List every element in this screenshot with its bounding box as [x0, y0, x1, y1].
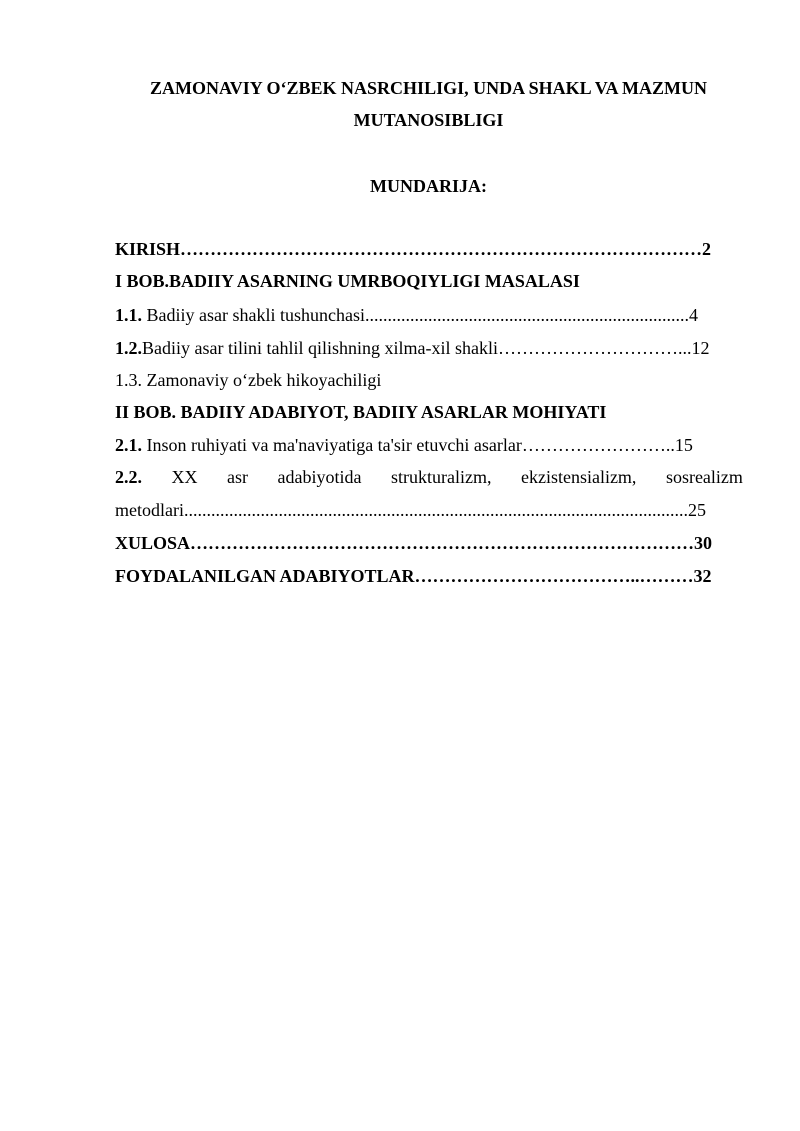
toc-entry-1-3: 1.3. Zamonaviy o‘zbek hikoyachiligi [115, 370, 382, 390]
toc-entry-word: XX [171, 467, 198, 487]
toc-entry-word: asr [227, 467, 248, 487]
toc-entry-number: 2.1. [115, 435, 142, 455]
toc-entry-number: 1.1. [115, 305, 142, 325]
toc-entry-references: FOYDALANILGAN ADABIYOTLAR………………………………..………32 [115, 566, 712, 586]
toc-entry-2-1 [115, 429, 743, 461]
toc-entry-conclusion: XULOSA…………………………………………………………………………30 [115, 533, 713, 553]
contents-heading: MUNDARIJA: [370, 176, 487, 196]
toc-entry-word: ekzistensializm, [520, 467, 637, 487]
toc-entry-2-2-continued: metodlari................................................................................................................25 [115, 500, 706, 520]
toc-entry-1-2 [115, 332, 743, 364]
toc-entry-text: Badiiy asar tilini tahlil qilishning xilma-xil shakli…………………………...12 [142, 338, 710, 358]
toc-entry-intro: KIRISH……………………………………………………………………………2 [115, 239, 712, 259]
toc-entry-1-1 [115, 299, 743, 331]
toc-entry-number: 1.2. [115, 338, 142, 358]
toc-entry-2-2 [115, 461, 743, 493]
toc-entry-word: sosrealizm [665, 467, 743, 487]
document-title: ZAMONAVIY O‘ZBEK NASRCHILIGI, UNDA SHAKL VA MAZMUN MUTANOSIBLIGI [150, 78, 707, 130]
toc-entry-word: adabiyotida [277, 467, 362, 487]
toc-entry-text: Badiiy asar shakli tushunchasi........................................................................4 [142, 305, 698, 325]
toc-entry-number: 2.2. [115, 467, 142, 487]
toc-entry-text: Inson ruhiyati va ma'naviyatiga ta'sir etuvchi asarlar……………………..15 [142, 435, 693, 455]
toc-chapter-2: II BOB. BADIIY ADABIYOT, BADIIY ASARLAR MOHIYATI [115, 402, 607, 422]
toc-entry-word: strukturalizm, [390, 467, 492, 487]
toc-chapter-1: I BOB.BADIIY ASARNING UMRBOQIYLIGI MASALASI [115, 271, 580, 291]
